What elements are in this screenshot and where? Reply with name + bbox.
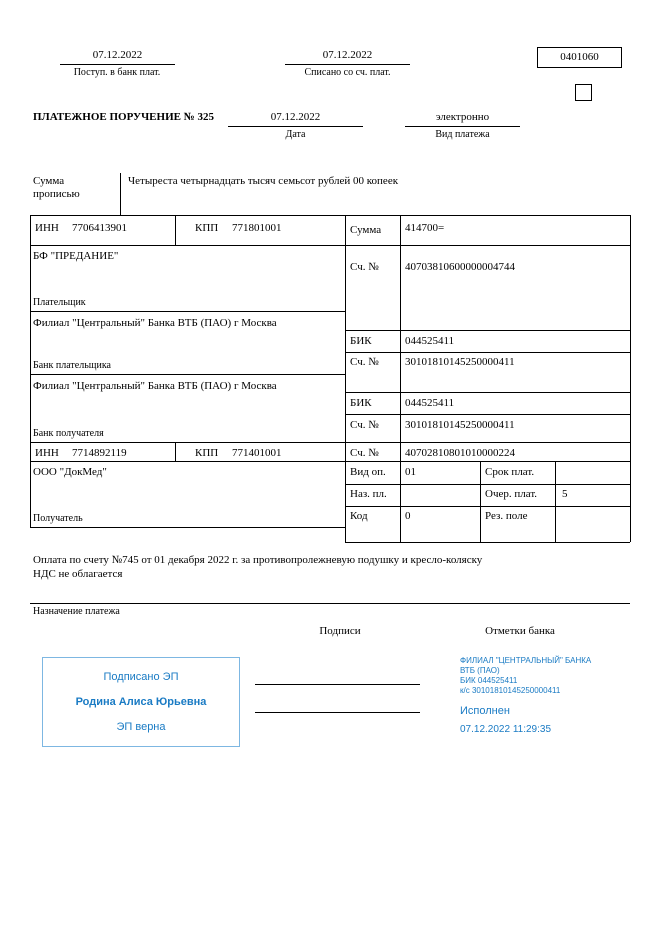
purpose-text-line1: Оплата по счету №745 от 01 декабря 2022 г. за противопролежневую подушку и кресло-коляску bbox=[33, 554, 483, 566]
payee-account: 40702810801010000224 bbox=[405, 447, 515, 459]
payment-kind-label: Вид платежа bbox=[435, 129, 490, 140]
bank-stamp-datetime: 07.12.2022 11:29:35 bbox=[460, 724, 552, 735]
payer-bank-name: Филиал "Центральный" Банка ВТБ (ПАО) г Москва bbox=[33, 317, 277, 329]
received-date: 07.12.2022 bbox=[92, 49, 143, 61]
form-code-box bbox=[537, 47, 622, 68]
purpose-code-label: Наз. пл. bbox=[350, 488, 387, 500]
bank-stamp-bik: БИК 044525411 bbox=[460, 676, 518, 685]
payer-bank-account-label: Сч. № bbox=[350, 356, 379, 368]
priority-label: Очер. плат. bbox=[485, 488, 538, 500]
code-label: Код bbox=[350, 510, 368, 522]
line bbox=[30, 215, 630, 216]
amount-label: Сумма bbox=[350, 224, 382, 236]
purpose-label: Назначение платежа bbox=[33, 606, 120, 617]
payer-kpp: 771801001 bbox=[232, 222, 282, 234]
payer-account-label: Сч. № bbox=[350, 261, 379, 273]
line bbox=[345, 215, 346, 542]
esign-stamp-top: Подписано ЭП bbox=[103, 671, 179, 683]
line bbox=[175, 215, 176, 245]
reserve-label: Рез. поле bbox=[485, 510, 528, 522]
line bbox=[30, 603, 630, 604]
bank-stamp-bank-line1: ФИЛИАЛ "ЦЕНТРАЛЬНЫЙ" БАНКА bbox=[460, 656, 592, 665]
payer-section-label: Плательщик bbox=[33, 297, 86, 308]
payer-name: БФ "ПРЕДАНИЕ" bbox=[33, 250, 119, 262]
esign-stamp bbox=[42, 657, 240, 747]
payment-type-checkbox bbox=[575, 84, 592, 101]
bank-marks-label: Отметки банка bbox=[485, 625, 555, 637]
payer-inn-label: ИНН bbox=[35, 222, 59, 234]
received-date-label: Поступ. в банк плат. bbox=[73, 67, 161, 78]
bank-stamp-corr: к/с 30101810145250000411 bbox=[460, 686, 561, 695]
pay-term-label: Срок плат. bbox=[485, 466, 535, 478]
line bbox=[345, 392, 630, 393]
payee-account-label: Сч. № bbox=[350, 447, 379, 459]
payee-kpp: 771401001 bbox=[232, 447, 282, 459]
bank-stamp bbox=[460, 656, 635, 735]
line bbox=[60, 64, 175, 65]
payer-bank-account: 30101810145250000411 bbox=[405, 356, 515, 368]
signature-line bbox=[255, 712, 420, 713]
line bbox=[30, 442, 630, 443]
line bbox=[120, 173, 121, 215]
priority-value: 5 bbox=[562, 488, 568, 500]
esign-stamp-bottom: ЭП верна bbox=[116, 721, 166, 733]
payee-kpp-label: КПП bbox=[195, 447, 219, 459]
payee-bank-bik: 044525411 bbox=[405, 397, 455, 409]
line bbox=[345, 506, 630, 507]
debited-date-label: Списано со сч. плат. bbox=[304, 67, 391, 78]
signatures-label: Подписи bbox=[319, 625, 361, 637]
payee-bank-section-label: Банк получателя bbox=[33, 428, 104, 439]
payee-bank-account: 30101810145250000411 bbox=[405, 419, 515, 431]
line bbox=[30, 245, 630, 246]
line bbox=[30, 461, 630, 462]
line bbox=[345, 542, 630, 543]
doc-date: 07.12.2022 bbox=[270, 111, 321, 123]
payment-kind: электронно bbox=[435, 111, 490, 123]
amount-words-label: Сумма прописью bbox=[33, 175, 80, 201]
line bbox=[480, 461, 481, 542]
bank-stamp-bank-line2: ВТБ (ПАО) bbox=[460, 666, 500, 675]
op-type-label: Вид оп. bbox=[350, 466, 386, 478]
payee-bank-bik-label: БИК bbox=[350, 397, 372, 409]
bank-stamp-status: Исполнен bbox=[460, 705, 510, 717]
purpose-text-line2: НДС не облагается bbox=[33, 568, 123, 580]
op-type-value: 01 bbox=[405, 466, 416, 478]
line bbox=[175, 442, 176, 461]
esign-stamp-name: Родина Алиса Юрьевна bbox=[75, 696, 207, 708]
payee-section-label: Получатель bbox=[33, 513, 83, 524]
payer-bank-bik-label: БИК bbox=[350, 335, 372, 347]
line bbox=[30, 374, 345, 375]
signature-line bbox=[255, 684, 420, 685]
form-code: 0401060 bbox=[560, 51, 599, 63]
payer-account: 40703810600000004744 bbox=[405, 261, 515, 273]
line bbox=[345, 484, 630, 485]
line bbox=[285, 64, 410, 65]
line bbox=[630, 215, 631, 542]
amount-words: Четыреста четырнадцать тысяч семьсот рублей 00 копеек bbox=[128, 175, 399, 187]
doc-title: ПЛАТЕЖНОЕ ПОРУЧЕНИЕ № 325 bbox=[33, 111, 215, 123]
payee-bank-account-label: Сч. № bbox=[350, 419, 379, 431]
line bbox=[400, 215, 401, 542]
payer-inn: 7706413901 bbox=[72, 222, 127, 234]
payer-bank-section-label: Банк плательщика bbox=[33, 360, 111, 371]
payer-kpp-label: КПП bbox=[195, 222, 219, 234]
payee-inn-label: ИНН bbox=[35, 447, 59, 459]
debited-date: 07.12.2022 bbox=[322, 49, 373, 61]
payee-bank-name: Филиал "Центральный" Банка ВТБ (ПАО) г Москва bbox=[33, 380, 277, 392]
line bbox=[555, 461, 556, 542]
line bbox=[405, 126, 520, 127]
line bbox=[30, 215, 31, 527]
line bbox=[228, 126, 363, 127]
code-value: 0 bbox=[405, 510, 411, 522]
payer-bank-bik: 044525411 bbox=[405, 335, 455, 347]
doc-date-label: Дата bbox=[285, 129, 306, 140]
line bbox=[30, 527, 345, 528]
line bbox=[345, 352, 630, 353]
payee-inn: 7714892119 bbox=[72, 447, 127, 459]
payee-name: ООО "ДокМед" bbox=[33, 466, 107, 478]
line bbox=[345, 414, 630, 415]
amount-value: 414700= bbox=[405, 222, 445, 234]
line bbox=[345, 330, 630, 331]
line bbox=[30, 311, 345, 312]
